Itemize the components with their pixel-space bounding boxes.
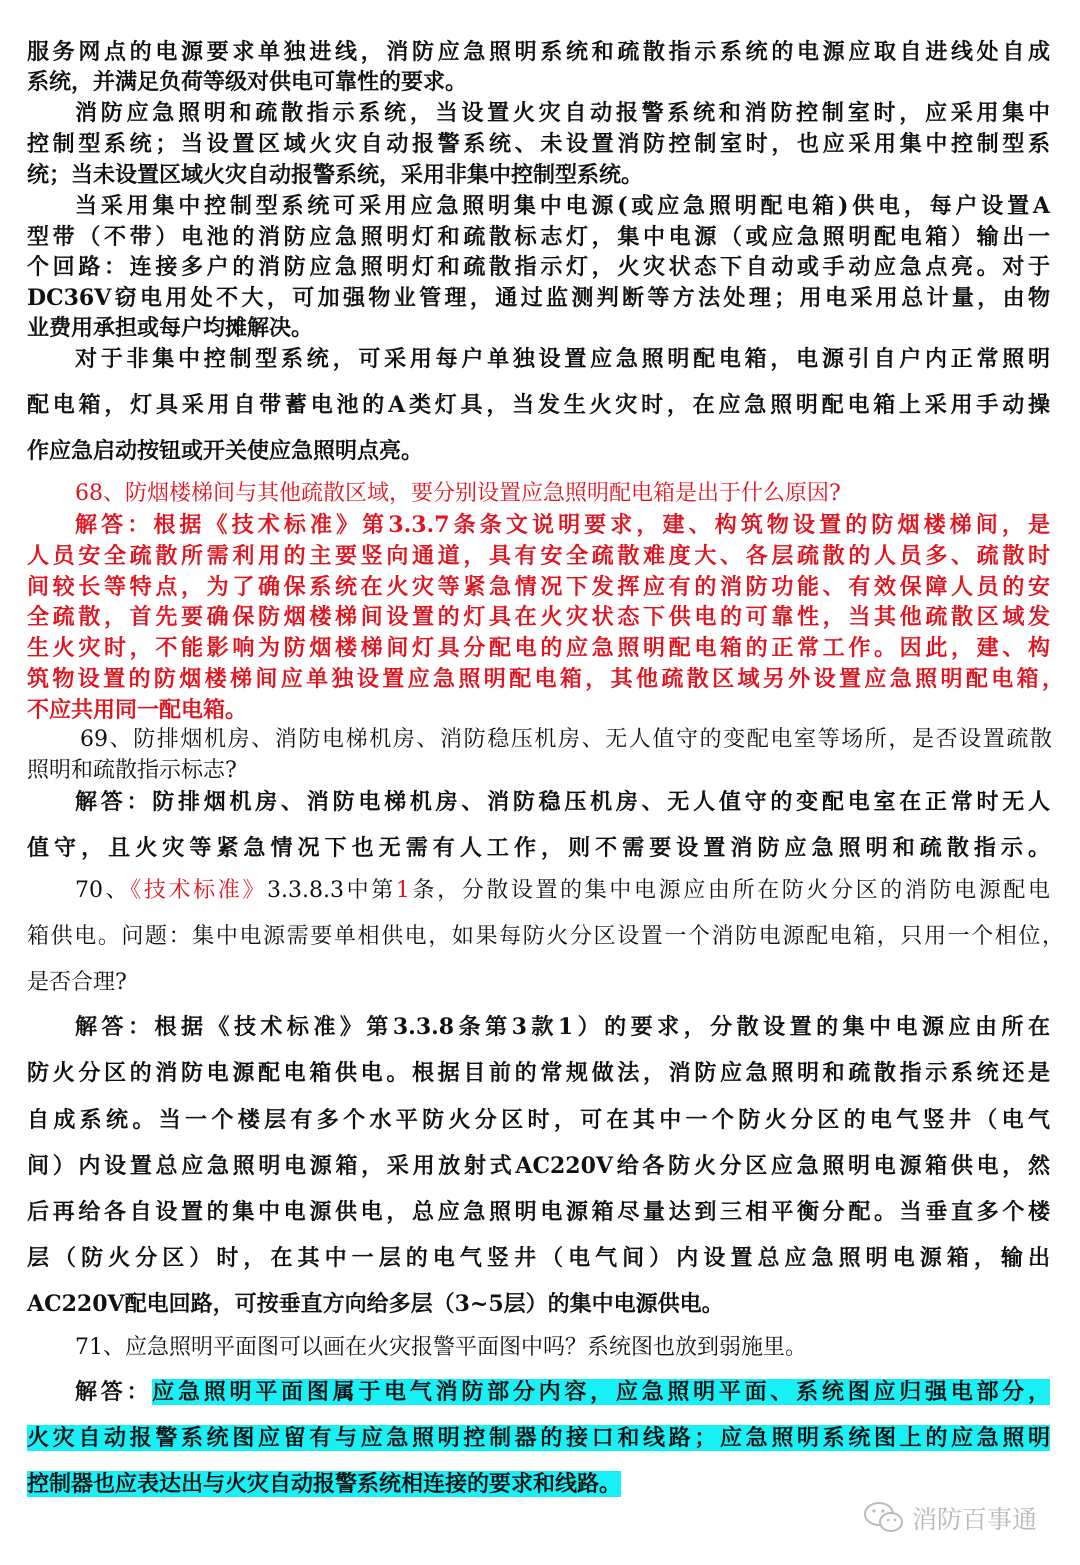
highlighted-text: 控制器也应表达出与火灾自动报警系统相连接的要求和线路。: [27, 1471, 622, 1497]
text-line: [27, 1469, 621, 1499]
text-line: [27, 1243, 1050, 1273]
red-text: 生火灾时，不能影响为防烟楼梯间灯具分配电的应急照明配电箱的正常工作。因此，建、构: [27, 635, 1050, 661]
text-segment: 70、: [75, 878, 131, 903]
red-text: 全疏散，首先要确保防烟楼梯间设置的灯具在火灾状态下供电的可靠性，当其他疏散区域发: [27, 604, 1050, 630]
red-text: 筑物设置的防烟楼梯间应单独设置应急照明配电箱，其他疏散区域另外设置应急照明配电箱，: [27, 666, 1064, 692]
text-line: [27, 1423, 1050, 1453]
text-line: [27, 602, 1050, 632]
text-line: [75, 1012, 1050, 1042]
text-line: [27, 160, 643, 190]
text-line: [27, 572, 1050, 602]
text-line: [27, 67, 467, 97]
text-line: [27, 283, 1050, 313]
text-segment: 后再给各自设置的集中电源供电，总应急照明电源箱尽量达到三相平衡分配。当垂直多个楼: [27, 1199, 1050, 1225]
watermark: [862, 1500, 1037, 1536]
text-line: [80, 725, 1052, 755]
text-segment: 是否合理?: [27, 970, 127, 995]
text-line: [27, 436, 423, 466]
text-line: [27, 633, 1050, 663]
text-line: [27, 968, 127, 998]
text-line: [75, 98, 1050, 128]
text-line: [27, 1058, 1050, 1088]
text-segment: 服务网点的电源要求单独进线，消防应急照明系统和疏散指示系统的电源应取自进线处自成: [27, 39, 1050, 65]
text-line: [75, 876, 1050, 906]
text-segment: 间）内设置总应急照明电源箱，采用放射式AC220V给各防火分区应急照明电源箱供电，然: [27, 1153, 1050, 1179]
text-segment: 系统，并满足负荷等级对供电可靠性的要求。: [27, 69, 468, 95]
watermark-text: 消防百事通: [912, 1505, 1038, 1534]
text-segment: 71、应急照明平面图可以画在火灾报警平面图中吗？系统图也放到弱施里。: [75, 1335, 807, 1360]
text-line: [27, 695, 247, 725]
text-segment: 条，分散设置的集中电源应由所在防火分区的消防电源配电: [409, 878, 1050, 903]
text-line: [27, 541, 1050, 571]
text-segment: 个回路：连接多户的消防应急照明灯和疏散指示灯，火灾状态下自动或手动应急点亮。对于: [27, 254, 1050, 280]
text-segment: 型带（不带）电池的消防应急照明灯和疏散标志灯，集中电源（或应急照明配电箱）输出一: [27, 224, 1050, 250]
text-segment: 照明和疏散指示标志?: [27, 758, 237, 783]
text-segment: 消防应急照明和疏散指示系统，当设置火灾自动报警系统和消防控制室时，应采用集中: [75, 100, 1050, 126]
text-line: [27, 922, 1064, 952]
text-line: [27, 756, 237, 786]
text-segment: 当采用集中控制型系统可采用应急照明集中电源(或应急照明配电箱)供电，每户设置A: [75, 193, 1050, 219]
text-line: [27, 1289, 724, 1319]
wechat-icon: [862, 1500, 906, 1536]
text-segment: 解答：防排烟机房、消防电梯机房、消防稳压机房、无人值守的变配电室在正常时无人: [75, 789, 1050, 815]
red-text: 解答：根据《技术标准》第3.3.7条条文说明要求，建、构筑物设置的防烟楼梯间，是: [75, 512, 1050, 538]
text-line: [27, 129, 1050, 159]
text-segment: 业费用承担或每户均摊解决。: [27, 315, 314, 341]
text-segment: AC220V配电回路，可按垂直方向给多层（3~5层）的集中电源供电。: [27, 1291, 724, 1317]
red-text: 《技术标准》: [130, 878, 267, 903]
text-line: [27, 252, 1050, 282]
text-segment: 箱供电。问题：集中电源需要单相供电，如果每防火分区设置一个消防电源配电箱，只用一个相位，: [27, 924, 1064, 949]
text-line: [75, 510, 1050, 540]
text-segment: 对于非集中控制型系统，可采用每户单独设置应急照明配电箱，电源引自户内正常照明: [75, 346, 1050, 372]
text-segment: DC36V窃电用处不大，可加强物业管理，通过监测判断等方法处理；用电采用总计量，由物: [27, 285, 1050, 311]
text-segment: 控制型系统；当设置区域火灾自动报警系统、未设置消防控制室时，也应采用集中控制型系: [27, 131, 1050, 157]
text-line: [27, 37, 1050, 67]
text-segment: 解答：根据《技术标准》第3.3.8条第3款1）的要求，分散设置的集中电源应由所在: [75, 1014, 1050, 1040]
text-segment: 69、防排烟机房、消防电梯机房、消防稳压机房、无人值守的变配电室等场所，是否设置疏散: [80, 727, 1052, 752]
text-line: [75, 1377, 1050, 1407]
text-segment: 统；当未设置区域火灾自动报警系统，采用非集中控制型系统。: [27, 162, 644, 188]
red-text: 间较长等特点，为了确保系统在火灾等紧急情况下发挥应有的消防功能、有效保障人员的安: [27, 574, 1050, 600]
text-line: [27, 1197, 1050, 1227]
text-segment: 配电箱，灯具采用自带蓄电池的A类灯具，当发生火灾时，在应急照明配电箱上采用手动操: [27, 392, 1050, 418]
text-line: [75, 344, 1050, 374]
text-line: [27, 1151, 1050, 1181]
text-line: [27, 390, 1050, 420]
text-line: [27, 833, 1050, 863]
text-segment: 值守，且火灾等紧急情况下也无需有人工作，则不需要设置消防应急照明和疏散指示。: [27, 835, 1050, 861]
text-segment: 自成系统。当一个楼层有多个水平防火分区时，可在其中一个防火分区的电气竖井（电气: [27, 1107, 1050, 1133]
red-text: 68、防烟楼梯间与其他疏散区域，要分别设置应急照明配电箱是出于什么原因?: [75, 481, 841, 506]
text-line: [27, 222, 1050, 252]
text-segment: 防火分区的消防电源配电箱供电。根据目前的常规做法，消防应急照明和疏散指示系统还是: [27, 1060, 1050, 1086]
text-line: [75, 191, 1050, 221]
red-text: 人员安全疏散所需利用的主要竖向通道，具有安全疏散难度大、各层疏散的人员多、疏散时: [27, 543, 1050, 569]
text-line: [27, 1105, 1050, 1135]
text-line: [27, 664, 1064, 694]
red-text: 不应共用同一配电箱。: [27, 697, 248, 723]
text-segment: 层（防火分区）时，在其中一层的电气竖井（电气间）内设置总应急照明电源箱，输出: [27, 1245, 1050, 1271]
text-line: [75, 479, 841, 509]
text-segment: 作应急启动按钮或开关使应急照明点亮。: [27, 438, 424, 464]
text-line: [75, 787, 1050, 817]
highlighted-text: 应急照明平面图属于电气消防部分内容，应急照明平面、系统图应归强电部分，: [152, 1379, 1050, 1405]
text-segment: 3.3.8.3中第: [266, 878, 396, 903]
text-line: [75, 1333, 807, 1363]
text-line: [27, 313, 313, 343]
text-segment: 解答：: [75, 1379, 153, 1405]
red-text: 1: [395, 878, 410, 903]
highlighted-text: 火灾自动报警系统图应留有与应急照明控制器的接口和线路；应急照明系统图上的应急照明: [27, 1425, 1050, 1451]
